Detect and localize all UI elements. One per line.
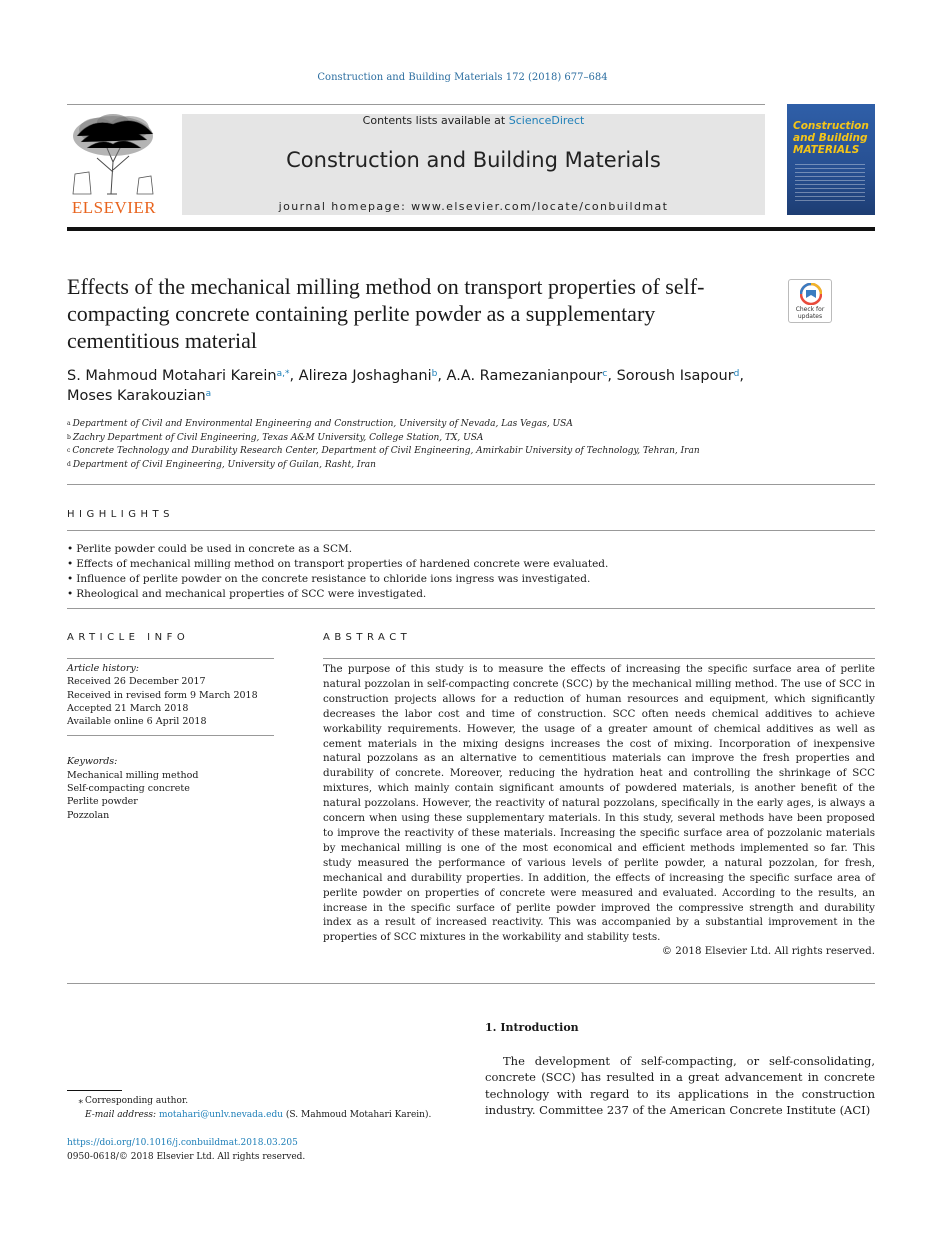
masthead-rule: [67, 227, 875, 231]
author-list: S. Mahmoud Motahari Karein$^{a,*}$, Alireza Joshaghani$^b$, A.A. Ramezanianpour$^c$, Soroush Isapour$^d$, Moses Karakouzian$^a$: [67, 368, 744, 404]
contents-line: [182, 114, 765, 127]
author[interactable]: Alireza Joshaghani$^b$: [298, 368, 438, 384]
check-updates-label: Check for updates: [795, 306, 825, 320]
affiliation: $^b$ Zachry Department of Civil Engineering, Texas A&M University, College Station, TX, USA: [67, 432, 484, 443]
journal-reference[interactable]: Construction and Building Materials 172 (2018) 677–684: [317, 72, 608, 83]
history-item: Received 26 December 2017: [67, 676, 206, 688]
divider: [67, 658, 274, 659]
highlight-item: • Rheological and mechanical properties of SCC were investigated.: [67, 587, 875, 602]
article-info-heading: ARTICLE INFO: [67, 632, 190, 643]
history-item: Received in revised form 9 March 2018: [67, 689, 258, 701]
elsevier-tree-icon: [67, 112, 161, 196]
divider: [67, 983, 875, 984]
author[interactable]: S. Mahmoud Motahari Karein$^{a,*}$: [67, 368, 290, 384]
journal-title: Construction and Building Materials: [286, 148, 661, 172]
contents-prefix: Contents lists available at: [362, 114, 506, 127]
author[interactable]: Moses Karakouzian$^a$: [67, 388, 212, 404]
publisher-name: ELSEVIER: [71, 198, 157, 217]
footnote-rule: [67, 1090, 122, 1091]
elsevier-logo[interactable]: [67, 112, 161, 216]
highlight-item: • Effects of mechanical milling method on transport properties of hardened concrete were evaluated.: [67, 557, 875, 572]
footnotes: [67, 1094, 467, 1122]
highlights-list: [67, 542, 875, 602]
history-item: Available online 6 April 2018: [67, 716, 207, 728]
history-label: Article history:: [67, 663, 139, 674]
abstract-heading: ABSTRACT: [323, 632, 412, 643]
affiliation: $^c$ Concrete Technology and Durability Research Center, Department of Civil Engineering, Amirkabir University of Technology, Tehran, Iran: [67, 446, 700, 456]
doi-block: [67, 1136, 305, 1164]
divider: [67, 608, 875, 609]
divider: [67, 735, 274, 736]
keyword[interactable]: Self-compacting concrete: [67, 783, 190, 795]
doi-link[interactable]: https://doi.org/10.1016/j.conbuildmat.2018.03.205: [67, 1138, 298, 1148]
author[interactable]: A.A. Ramezanianpour$^c$: [446, 368, 608, 384]
cover-fine-print: [795, 164, 865, 204]
divider: [67, 530, 875, 531]
author[interactable]: Soroush Isapour$^d$: [616, 368, 740, 384]
email-link[interactable]: motahari@unlv.nevada.edu: [158, 1110, 284, 1120]
keyword[interactable]: Perlite powder: [67, 796, 138, 808]
keyword[interactable]: Pozzolan: [67, 809, 110, 821]
email-note: E-mail address: motahari@unlv.nevada.edu (S. Mahmoud Motahari Karein).: [85, 1110, 432, 1120]
keyword[interactable]: Mechanical milling method: [67, 769, 199, 781]
copyright: © 2018 Elsevier Ltd. All rights reserved.: [661, 945, 875, 957]
keywords-spacer: [67, 728, 274, 755]
cover-title: Construction and Building MATERIALS: [793, 120, 869, 156]
header-divider: [67, 104, 765, 105]
highlights-heading: HIGHLIGHTS: [67, 509, 174, 520]
introduction-heading: 1. Introduction: [485, 1021, 579, 1034]
affiliations: [67, 418, 875, 472]
affiliation: $^d$ Department of Civil Engineering, University of Guilan, Rasht, Iran: [67, 459, 376, 470]
check-updates-icon: [800, 283, 822, 305]
abstract-text: The purpose of this study is to measure the effects of increasing the specific surface area of perlite natural pozzolan in self-compacting concrete (SCC) by the mechanical milling method. The use of SCC in construction projects allows for a reduction of human resources and equipment, which significantly decreases the labor cost and time of construction. SCC often needs chemical additives to achieve workability requirements. However, the usage of a greater amount of chemical additives as well as cement materials in the mixing designs increases the cost of mixing. Incorporation of inexpensive natural pozzolans as an alternative to cementitious materials can improve the fresh properties and durability of concrete. Moreover, reducing the hydration heat and controlling the shrinkage of SCC mixtures, which mainly contain significant amounts of powdered materials, is another benefit of the natural pozzolans. However, the reactivity of natural pozzolans, specifically in the early ages, is always a concern when using these supplementary materials. In this study, several methods have been proposed to improve the reactivity of these materials. Increasing the specific surface area of pozzolanic materials by mechanical milling is one of the most economical and efficient methods implemented so far. This study measured the performance of various levels of perlite powder, a natural pozzolan, for fresh, mechanical and durability properties. In addition, the effects of increasing the specific surface area of perlite powder on properties of concrete were measured and evaluated. According to the results, an increase in the specific surface of perlite powder improved the compressive strength and durability index as a result of increased reactivity. This was accompanied by a substantial improvement in the properties of SCC mixtures in the workability and stability tests.: [323, 663, 875, 944]
check-for-updates-button[interactable]: [788, 279, 832, 323]
issn-line: 0950-0618/© 2018 Elsevier Ltd. All rights reserved.: [67, 1152, 306, 1162]
divider: [323, 658, 875, 659]
journal-homepage[interactable]: journal homepage: www.elsevier.com/locate/conbuildmat: [278, 200, 669, 213]
journal-cover[interactable]: [787, 104, 875, 215]
article-info: [67, 662, 274, 822]
affiliation: $^a$ Department of Civil and Environmental Engineering and Construction, University of Nevada, Las Vegas, USA: [67, 419, 573, 429]
journal-masthead: [182, 114, 765, 215]
corresponding-author-note: ⁎ Corresponding author.: [78, 1096, 189, 1106]
introduction-text: The development of self-compacting, or self-consolidating, concrete (SCC) has resulted in a great advancement in concrete technology with regard to its applications in the construction industry. Committee 237 of the American Concrete Institute (ACI): [485, 1054, 875, 1117]
highlight-item: • Perlite powder could be used in concrete as a SCM.: [67, 542, 875, 557]
keywords-label: Keywords:: [67, 756, 118, 768]
history-item: Accepted 21 March 2018: [67, 702, 189, 714]
sciencedirect-link[interactable]: ScienceDirect: [508, 114, 585, 127]
divider: [67, 484, 875, 485]
article-title: Effects of the mechanical milling method on transport properties of self-compacting concrete containing perlite powder as a supplementary cementitious material: [67, 274, 705, 353]
highlight-item: • Influence of perlite powder on the concrete resistance to chloride ions ingress was investigated.: [67, 572, 875, 587]
